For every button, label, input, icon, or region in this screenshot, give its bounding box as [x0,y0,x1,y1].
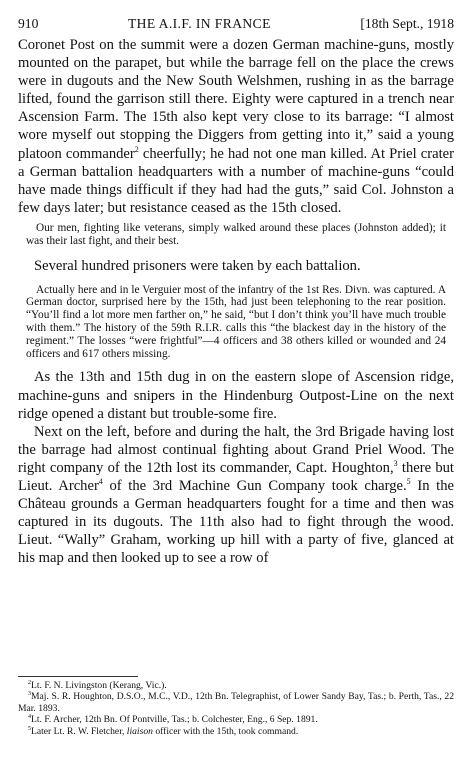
footnote-number: 3 [28,691,31,698]
paragraph-ascension-ridge: As the 13th and 15th dug in on the eastern slope of Ascension ridge, machine-guns and snipers in the Hindenburg Outpost-Line on the next ridge opened a distant but trouble-some fire. [18,369,454,422]
block-quote-johnston: Our men, fighting like veterans, simply walked around these places (Johnston added); it was their last fight, and their best. [26,221,446,247]
running-head [18,16,454,32]
paragraph-coronet-post [18,36,454,217]
footnote-number: 2 [28,679,31,686]
running-title: THE A.I.F. IN FRANCE [127,16,271,31]
page-number: 910 [18,16,39,31]
footnote-text: Later Lt. R. W. Fletcher, [31,725,127,737]
footnote-number: 4 [28,714,31,721]
footnote-4 [18,714,454,725]
footnote-ref-5: 5 [406,477,411,487]
footnote-3 [18,691,454,714]
footnote-5 [18,726,454,737]
footnote-italic-word: liaison [126,725,153,737]
paragraph-text: of the 3rd Machine Gun Company took charge. [102,477,407,494]
footnote-2 [18,680,454,691]
footnote-number: 5 [28,725,31,732]
paragraph-text: cheerfully; he had not one man killed. At Priel crater a German battalion headquarters with a number of machine-guns “could have made things difficult if they had had the guts,” said Col. Johnston a few days later; but resistance ceased as the 15th closed. [18,145,454,216]
footnotes [18,680,454,737]
footnote-divider [18,676,138,677]
footnote-text: Lt. F. Archer, 12th Bn. Of Pontville, Tas.; b. Colchester, Eng., 6 Sep. 1891. [31,714,318,726]
footnote-text: Maj. S. R. Houghton, D.S.O., M.C., V.D., 12th Bn. Telegraphist, of Lower Sandy Bay, Tas.; b. Perth, Tas., 22 Mar. 1893. [18,691,454,714]
paragraph-grand-priel-wood [18,423,454,568]
running-date: [18th Sept., 1918 [360,16,454,31]
footnote-text: Lt. F. N. Livingston (Kerang, Vic.). [31,680,167,691]
paragraph-text: In the Château grounds a German headquarters fought for a time and then was captured in its dugouts. The 11th also had to fight through the wood. Lieut. “Wally” Graham, working up hill with a party of five, glanced at his map and then looked up to see a row of [18,477,454,567]
footnote-ref-4: 4 [98,477,103,487]
paragraph-prisoners: Several hundred prisoners were taken by each battalion. [34,257,361,274]
paragraph-text: Next on the left, before and during the halt, the 3rd Brigade having lost the barrage had almost continual fighting about Grand Priel Wood. The right company of the 12th lost its commander, Capt. Houghton, [18,423,454,476]
block-quote-german-losses: Actually here and in le Verguier most of the infantry of the 1st Res. Divn. was captured. A German doctor, surprised here by the 15th, had just been telephoning to the rear position. “You’ll find a lot more men farther on,” he said, “but I don’t think you’ll have much trouble with them.” The history of the 59th R.I.R. calls this “the blackest day in the history of the regiment.” The losses “were frightful”—4 officers and 38 others killed or wounded and 24 officers and 617 others missing. [26,283,446,360]
footnote-text: officer with the 15th, took command. [152,725,299,737]
footnote-ref-3: 3 [393,459,398,469]
paragraph-text: there but Lieut. Archer [18,459,454,494]
paragraph-text: Coronet Post on the summit were a dozen German machine-guns, mostly mounted on the parapet, but while the barrage fell on the place the crews were in dugouts and the New South Welshmen, rushing in as the barrage lifted, found the garrison still there. Eighty were captured in a trench near Ascension Farm. The 15th also kept very close to its barrage: “I almost wore myself out stopping the Diggers from getting into it,” said a young platoon commander [18,37,454,162]
footnote-ref-2: 2 [134,144,139,154]
